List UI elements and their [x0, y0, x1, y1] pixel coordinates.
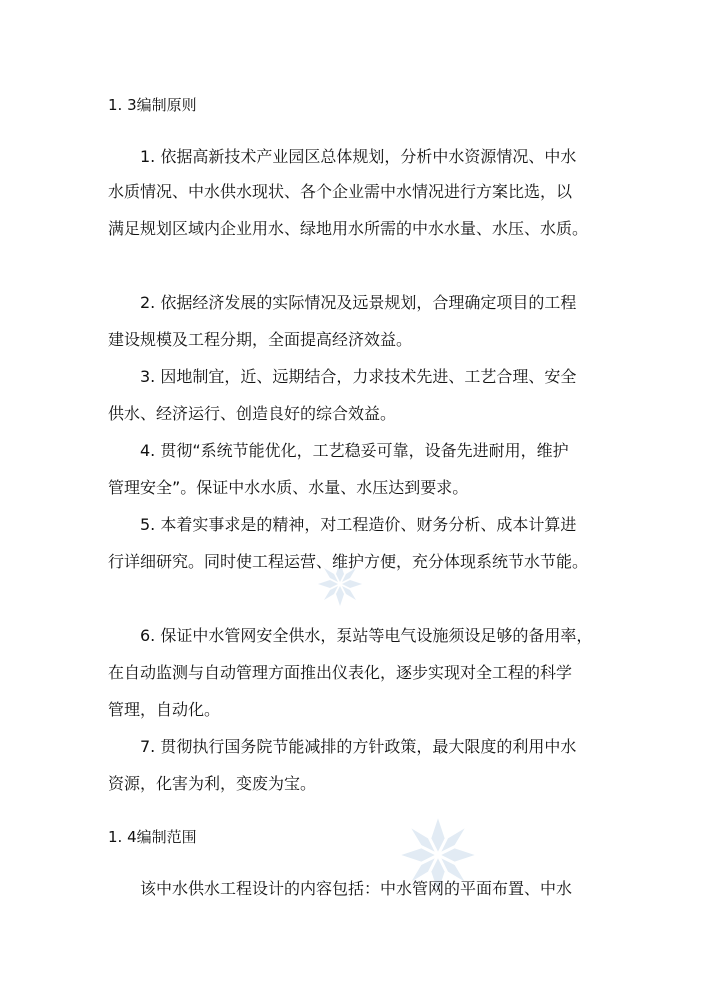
- item4-line2: 管理安全”。保证中水水质、水量、水压达到要求。: [108, 478, 469, 497]
- item1-line3: 满足规划区域内企业用水、绿地用水所需的中水水量、水压、水质。: [108, 219, 589, 238]
- item1-line1: 1. 依据高新技术产业园区总体规划，分析中水资源情况、中水: [140, 147, 577, 166]
- section-heading-1-3: 1. 3编制原则: [108, 96, 197, 114]
- item4-line1: 4. 贯彻“系统节能优化，工艺稳妥可靠，设备先进耐用，维护: [140, 441, 569, 460]
- item3-line2: 供水、经济运行、创造良好的综合效益。: [108, 404, 397, 423]
- item5-line1: 5. 本着实事求是的精神，对工程造价、财务分析、成本计算进: [140, 515, 577, 534]
- item2-line1: 2. 依据经济发展的实际情况及远景规划，合理确定项目的工程: [140, 293, 577, 312]
- item2-line2: 建设规模及工程分期，全面提高经济效益。: [108, 330, 413, 349]
- item6-line2: 在自动监测与自动管理方面推出仪表化，逐步实现对全工程的科学: [108, 663, 573, 682]
- item6-line1: 6. 保证中水管网安全供水，泵站等电气设施须设足够的备用率，: [140, 626, 593, 645]
- item5-line2: 行详细研究。同时使工程运营、维护方便，充分体现系统节水节能。: [108, 552, 589, 571]
- item7-line2: 资源，化害为利，变废为宝。: [108, 774, 317, 793]
- scope-para-line1: 该中水供水工程设计的内容包括：中水管网的平面布置、中水: [140, 879, 573, 898]
- item7-line1: 7. 贯彻执行国务院节能减排的方针政策，最大限度的利用中水: [140, 737, 577, 756]
- item1-line2: 水质情况、中水供水现状、各个企业需中水情况进行方案比选，以: [108, 182, 573, 201]
- section-heading-1-4: 1. 4编制范围: [108, 828, 197, 846]
- item6-line3: 管理，自动化。: [108, 700, 221, 719]
- item3-line1: 3. 因地制宜，近、远期结合，力求技术先进、工艺合理、安全: [140, 367, 577, 386]
